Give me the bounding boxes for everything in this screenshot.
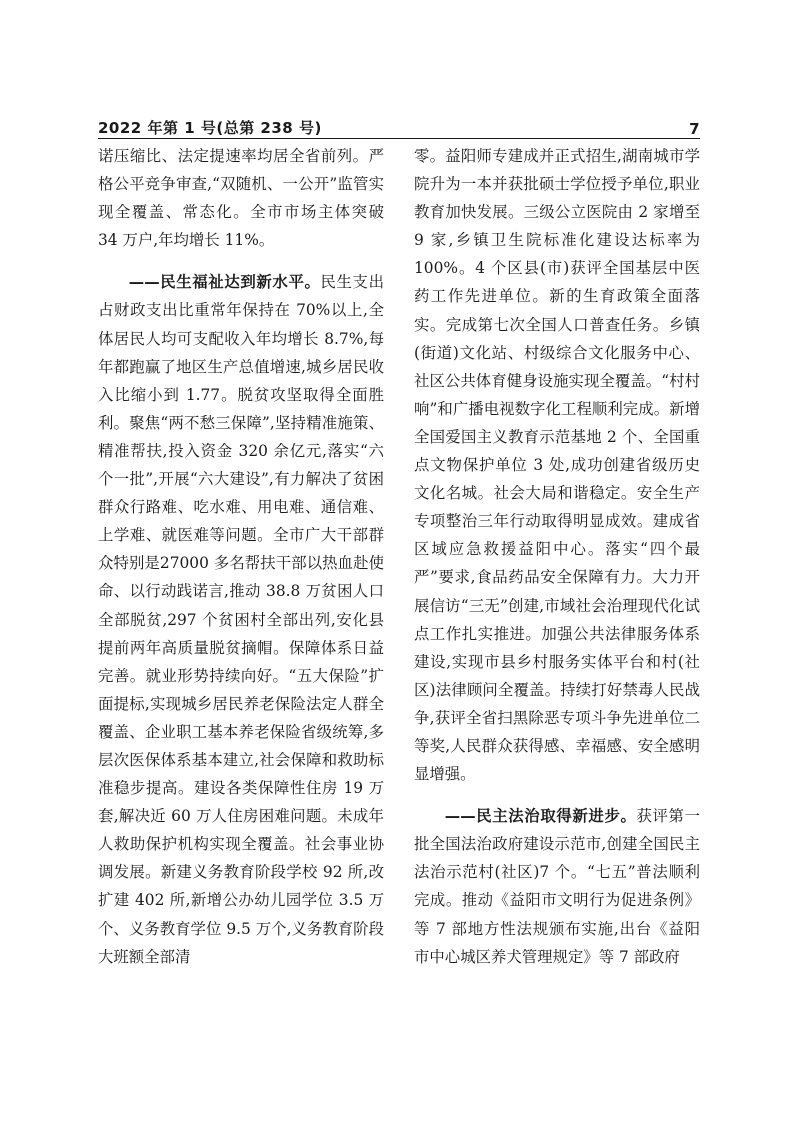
paragraph-continued: 零。益阳师专建成并正式招生,湖南城市学院升为一本并获批硕士学位授予单位,职业教育加快发展。三级公立医院由 2 家增至 9 家,乡镇卫生院标准化建设达标率为 100%。4 个区县(市)获评全国基层中医药工作先进单位。新的生育政策全面落实。完成第七次全国人口普查任务。乡镇(街道)文化站、村级综合文化服务中心、社区公共体育健身设施实现全覆盖。“村村响”和广播电视数字化工程顺利完成。新增全国爱国主义教育示范基地 2 个、全国重点文物保护单位 3 处,成功创建省级历史文化名城。社会大局和谐稳定。安全生产专项整治三年行动取得明显成效。建成省区域应急救援益阳中心。落实“四个最严”要求,食品药品安全保障有力。大力开展信访“三无”创建,市域社会治理现代化试点工作扎实推进。加强公共法律服务体系建设,实现市县乡村服务实体平台和村(社区)法律顾问全覆盖。持续打好禁毒人民战争,获评全省扫黑除恶专项斗争先进单位二等奖,人民群众获得感、幸福感、安全感明显增强。	[414, 147, 700, 784]
issue-label: 2022 年第 1 号(总第 238 号)	[98, 119, 322, 137]
section-lead-rule-of-law: ——民主法治取得新进步。	[444, 807, 637, 826]
right-column	[414, 142, 700, 971]
paragraph-continued: 诺压缩比、法定提速率均居全省前列。严格公平竞争审查,“双随机、一公开”监管实现全覆盖、常态化。全市市场主体突破 34 万户,年均增长 11%。	[98, 147, 384, 250]
paragraph-livelihood	[98, 268, 384, 970]
page-header	[98, 116, 700, 138]
header-divider	[98, 138, 700, 139]
section-lead-livelihood: ——民生福祉达到新水平。	[128, 273, 321, 292]
paragraph-body: 民生支出占财政支出比重常年保持在 70%以上,全体居民人均可支配收入年均增长 8.7%,每年都跑赢了地区生产总值增速,城乡居民收入比缩小到 1.77。脱贫攻坚取得全面胜利。聚焦“两不愁三保障”,坚持精准施策、精准帮扶,投入资金 320 余亿元,落实“六个一批”,开展“六大建设”,有力解决了贫困群众行路难、吃水难、用电难、通信难、上学难、就医难等问题。全市广大干部群众特别是27000 多名帮扶干部以热血赴使命、以行动践诺言,推动 38.8 万贫困人口全部脱贫,297 个贫困村全部出列,安化县提前两年高质量脱贫摘帽。保障体系日益完善。就业形势持续向好。“五大保险”扩面提标,实现城乡居民养老保险法定人群全覆盖、企业职工基本养老保险省级统筹,多层次医保体系基本建立,社会保障和救助标准稳步提高。建设各类保障性住房 19 万套,解决近 60 万人住房困难问题。未成年人救助保护机构实现全覆盖。社会事业协调发展。新建义务教育阶段学校 92 所,改扩建 402 所,新增公办幼儿园学位 3.5 万个、义务教育学位 9.5 万个,义务教育阶段大班额全部清	[98, 273, 384, 966]
paragraph-body: 获评第一批全国法治政府建设示范市,创建全国民主法治示范村(社区)7 个。“七五”普法顺利完成。推动《益阳市文明行为促进条例》等 7 部地方性法规颁布实施,出台《益阳市中心城区养犬管理规定》等 7 部政府	[414, 807, 700, 966]
paragraph-rule-of-law	[414, 802, 700, 971]
left-column	[98, 142, 384, 971]
page-number: 7	[689, 120, 700, 138]
